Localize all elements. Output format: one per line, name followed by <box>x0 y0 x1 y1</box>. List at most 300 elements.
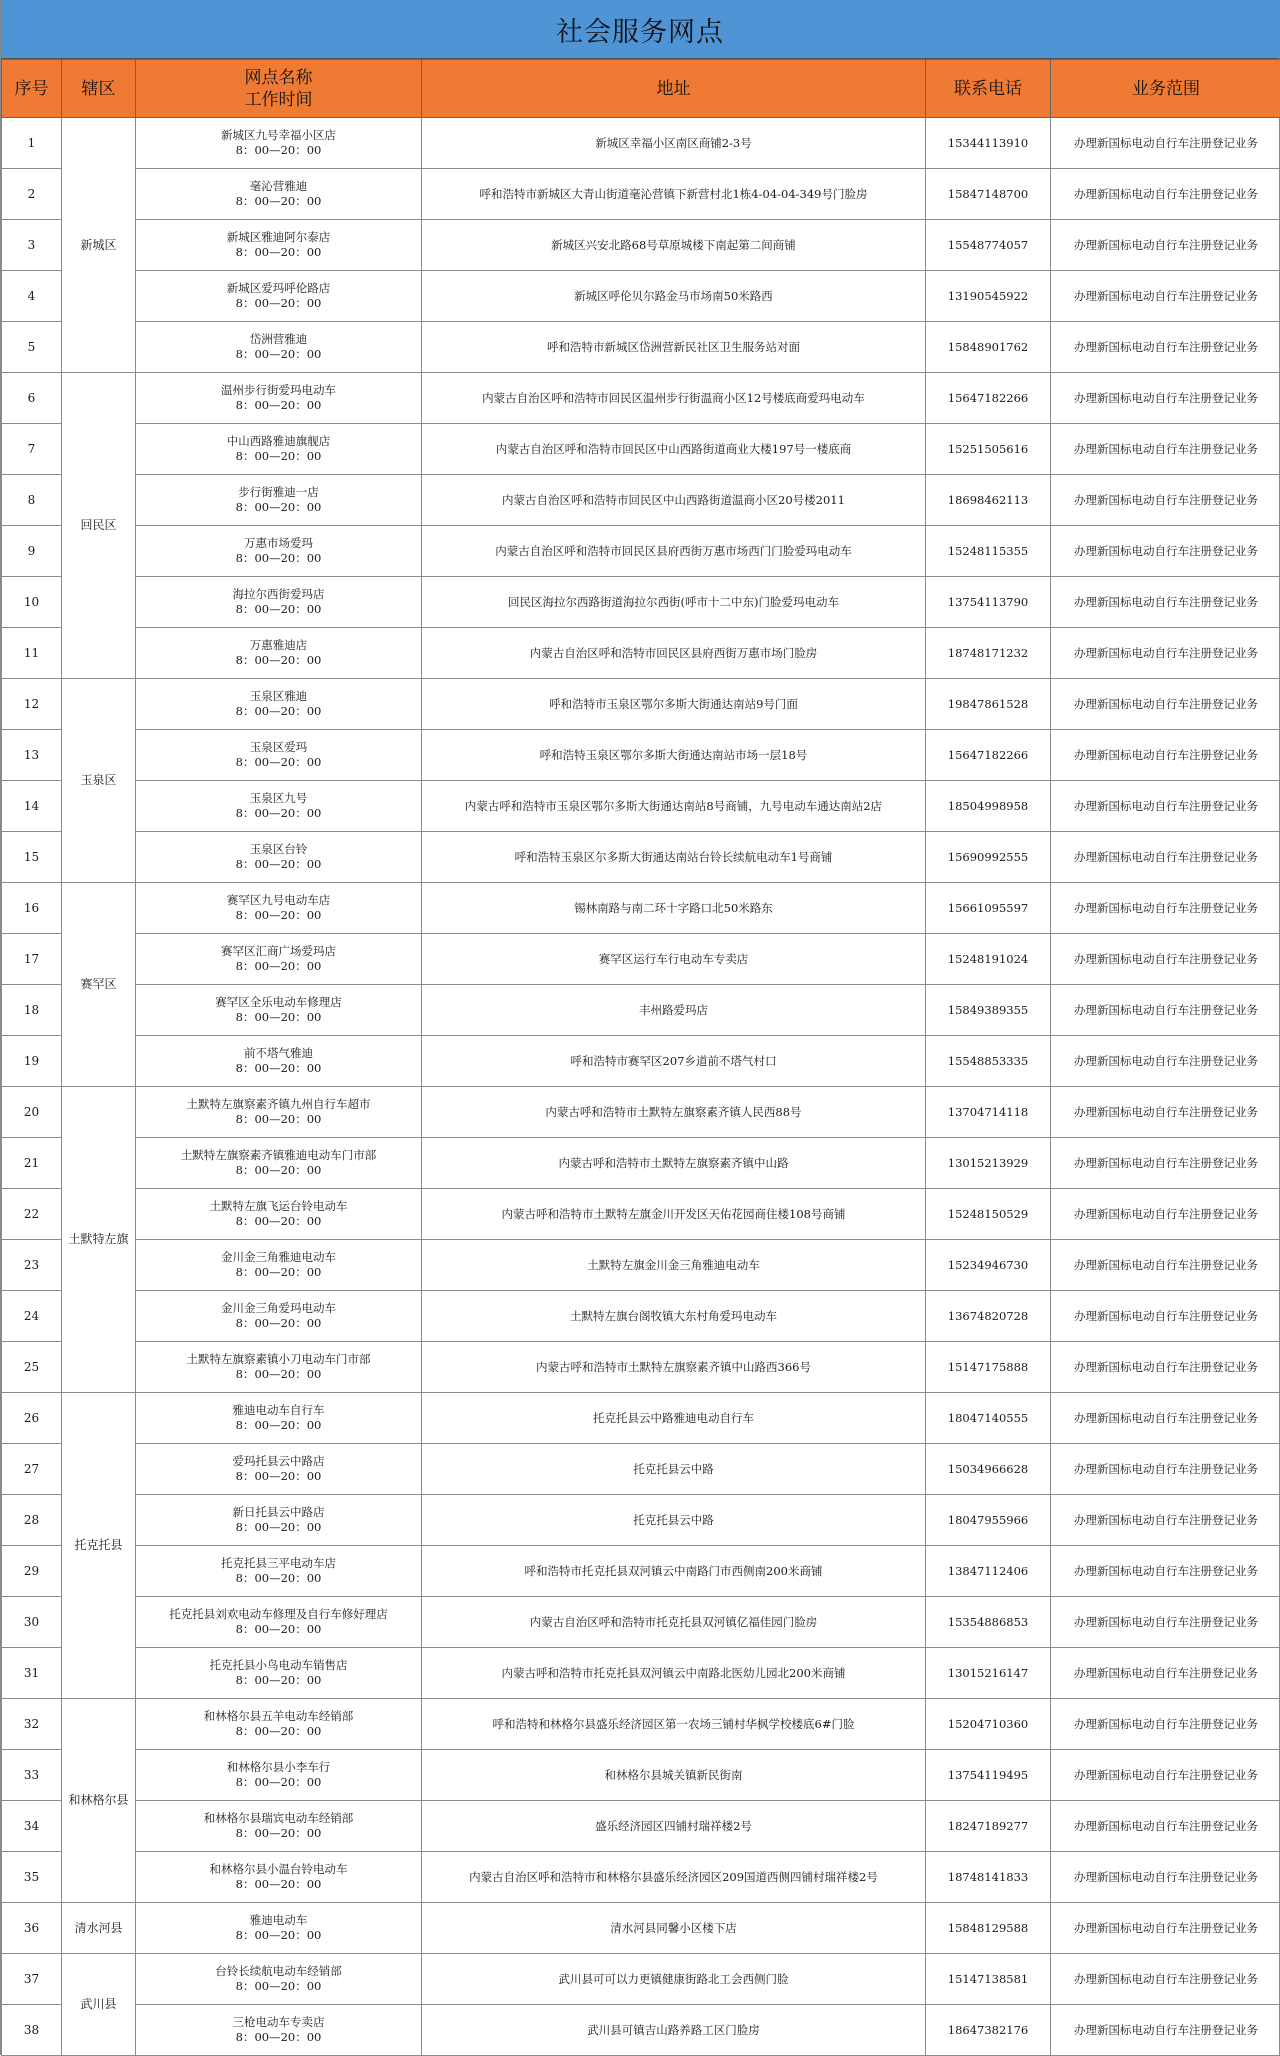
cell-outlet <box>136 883 422 934</box>
table-row <box>2 1444 1280 1495</box>
cell-address: 托克托县云中路 <box>422 1495 926 1546</box>
table-row <box>2 730 1280 781</box>
outlet-hours: 8：00—20：00 <box>136 959 421 974</box>
cell-address: 内蒙古自治区呼和浩特市回民区县府西街万惠市场西门门脸爱玛电动车 <box>422 526 926 577</box>
outlet-hours: 8：00—20：00 <box>136 245 421 260</box>
outlet-hours: 8：00—20：00 <box>136 500 421 515</box>
outlet-hours: 8：00—20：00 <box>136 1928 421 1943</box>
outlet-name: 毫沁营雅迪 <box>136 179 421 194</box>
cell-phone: 15548774057 <box>926 220 1051 271</box>
cell-phone: 15847148700 <box>926 169 1051 220</box>
table-row <box>2 424 1280 475</box>
cell-address: 内蒙古自治区呼和浩特市回民区县府西街万惠市场门脸房 <box>422 628 926 679</box>
outlet-hours: 8：00—20：00 <box>136 1265 421 1280</box>
header-outlet-name <box>136 60 422 118</box>
cell-address: 赛罕区运行车行电动车专卖店 <box>422 934 926 985</box>
cell-seq: 27 <box>2 1444 62 1495</box>
cell-scope: 办理新国标电动自行车注册登记业务 <box>1051 1954 1280 2005</box>
cell-seq: 34 <box>2 1801 62 1852</box>
outlet-hours: 8：00—20：00 <box>136 755 421 770</box>
table-row <box>2 781 1280 832</box>
outlet-name: 和林格尔县小温台铃电动车 <box>136 1862 421 1877</box>
outlet-hours: 8：00—20：00 <box>136 1724 421 1739</box>
cell-seq: 19 <box>2 1036 62 1087</box>
header-district: 辖区 <box>62 60 136 118</box>
cell-outlet <box>136 1189 422 1240</box>
cell-scope: 办理新国标电动自行车注册登记业务 <box>1051 1138 1280 1189</box>
cell-phone: 18748171232 <box>926 628 1051 679</box>
cell-address: 内蒙古自治区呼和浩特市回民区温州步行街温商小区12号楼底商爱玛电动车 <box>422 373 926 424</box>
cell-seq: 24 <box>2 1291 62 1342</box>
cell-seq: 3 <box>2 220 62 271</box>
cell-phone: 15661095597 <box>926 883 1051 934</box>
cell-scope: 办理新国标电动自行车注册登记业务 <box>1051 1240 1280 1291</box>
outlet-name: 新日托县云中路店 <box>136 1505 421 1520</box>
cell-outlet <box>136 1036 422 1087</box>
cell-district: 清水河县 <box>62 1903 136 1954</box>
cell-address: 盛乐经济园区四铺村瑞祥楼2号 <box>422 1801 926 1852</box>
table-row <box>2 1291 1280 1342</box>
cell-seq: 11 <box>2 628 62 679</box>
cell-seq: 13 <box>2 730 62 781</box>
outlet-name: 新城区雅迪阿尔泰店 <box>136 230 421 245</box>
cell-address: 呼和浩特市赛罕区207乡道前不塔气村口 <box>422 1036 926 1087</box>
table-row <box>2 1240 1280 1291</box>
cell-phone: 13190545922 <box>926 271 1051 322</box>
cell-address: 内蒙古呼和浩特市土默特左旗金川开发区天佑花园商住楼108号商铺 <box>422 1189 926 1240</box>
cell-address: 呼和浩特市新城区大青山街道毫沁营镇下新营村北1栋4-04-04-349号门脸房 <box>422 169 926 220</box>
cell-address: 和林格尔县城关镇新民街南 <box>422 1750 926 1801</box>
outlet-hours: 8：00—20：00 <box>136 347 421 362</box>
cell-scope: 办理新国标电动自行车注册登记业务 <box>1051 169 1280 220</box>
table-row <box>2 934 1280 985</box>
cell-address: 内蒙古呼和浩特市托克托县双河镇云中南路北医幼儿园北200米商铺 <box>422 1648 926 1699</box>
cell-phone: 15848129588 <box>926 1903 1051 1954</box>
header-outlet-name-line1: 网点名称 <box>136 67 421 89</box>
cell-seq: 20 <box>2 1087 62 1138</box>
cell-district: 赛罕区 <box>62 883 136 1087</box>
header-outlet-name-line2: 工作时间 <box>136 89 421 111</box>
table-row <box>2 271 1280 322</box>
cell-scope: 办理新国标电动自行车注册登记业务 <box>1051 1393 1280 1444</box>
table-row <box>2 1036 1280 1087</box>
outlet-hours: 8：00—20：00 <box>136 1775 421 1790</box>
table-row <box>2 526 1280 577</box>
outlet-hours: 8：00—20：00 <box>136 1418 421 1433</box>
cell-scope: 办理新国标电动自行车注册登记业务 <box>1051 628 1280 679</box>
outlet-name: 步行街雅迪一店 <box>136 485 421 500</box>
cell-outlet <box>136 1138 422 1189</box>
cell-address: 土默特左旗金川金三角雅迪电动车 <box>422 1240 926 1291</box>
cell-outlet <box>136 322 422 373</box>
outlet-hours: 8：00—20：00 <box>136 1520 421 1535</box>
cell-address: 托克托县云中路 <box>422 1444 926 1495</box>
outlet-name: 和林格尔县小李车行 <box>136 1760 421 1775</box>
outlet-name: 托克托县小鸟电动车销售店 <box>136 1658 421 1673</box>
table-row <box>2 1852 1280 1903</box>
outlet-hours: 8：00—20：00 <box>136 602 421 617</box>
cell-scope: 办理新国标电动自行车注册登记业务 <box>1051 1342 1280 1393</box>
outlet-name: 万惠市场爱玛 <box>136 536 421 551</box>
cell-seq: 28 <box>2 1495 62 1546</box>
cell-phone: 13704714118 <box>926 1087 1051 1138</box>
table-header <box>2 60 1280 118</box>
cell-phone: 15248115355 <box>926 526 1051 577</box>
cell-scope: 办理新国标电动自行车注册登记业务 <box>1051 1648 1280 1699</box>
outlet-hours: 8：00—20：00 <box>136 1826 421 1841</box>
table-row <box>2 1750 1280 1801</box>
cell-scope: 办理新国标电动自行车注册登记业务 <box>1051 985 1280 1036</box>
cell-scope: 办理新国标电动自行车注册登记业务 <box>1051 322 1280 373</box>
outlet-name: 温州步行街爱玛电动车 <box>136 383 421 398</box>
outlet-hours: 8：00—20：00 <box>136 1367 421 1382</box>
cell-seq: 22 <box>2 1189 62 1240</box>
cell-seq: 33 <box>2 1750 62 1801</box>
cell-phone: 15344113910 <box>926 118 1051 169</box>
cell-scope: 办理新国标电动自行车注册登记业务 <box>1051 1189 1280 1240</box>
cell-scope: 办理新国标电动自行车注册登记业务 <box>1051 526 1280 577</box>
cell-seq: 2 <box>2 169 62 220</box>
cell-seq: 8 <box>2 475 62 526</box>
cell-district: 和林格尔县 <box>62 1699 136 1903</box>
cell-scope: 办理新国标电动自行车注册登记业务 <box>1051 883 1280 934</box>
cell-address: 内蒙古呼和浩特市玉泉区鄂尔多斯大街通达南站8号商铺，九号电动车通达南站2店 <box>422 781 926 832</box>
outlet-hours: 8：00—20：00 <box>136 1316 421 1331</box>
cell-phone: 15647182266 <box>926 730 1051 781</box>
cell-seq: 36 <box>2 1903 62 1954</box>
table-row <box>2 628 1280 679</box>
cell-address: 新城区呼伦贝尔路金马市场南50米路西 <box>422 271 926 322</box>
cell-address: 内蒙古自治区呼和浩特市托克托县双河镇亿福佳园门脸房 <box>422 1597 926 1648</box>
cell-seq: 35 <box>2 1852 62 1903</box>
outlet-name: 赛罕区汇商广场爱玛店 <box>136 944 421 959</box>
cell-outlet <box>136 2005 422 2056</box>
outlet-hours: 8：00—20：00 <box>136 1112 421 1127</box>
cell-address: 丰州路爱玛店 <box>422 985 926 1036</box>
table-row <box>2 1495 1280 1546</box>
outlet-hours: 8：00—20：00 <box>136 1061 421 1076</box>
table-row <box>2 1546 1280 1597</box>
outlet-name: 和林格尔县五羊电动车经销部 <box>136 1709 421 1724</box>
cell-address: 武川县可镇吉山路养路工区门脸房 <box>422 2005 926 2056</box>
cell-outlet <box>136 169 422 220</box>
cell-outlet <box>136 1801 422 1852</box>
cell-phone: 15234946730 <box>926 1240 1051 1291</box>
outlet-hours: 8：00—20：00 <box>136 908 421 923</box>
outlet-hours: 8：00—20：00 <box>136 1877 421 1892</box>
outlet-hours: 8：00—20：00 <box>136 194 421 209</box>
outlet-name: 金川金三角雅迪电动车 <box>136 1250 421 1265</box>
cell-address: 回民区海拉尔西路街道海拉尔西街(呼市十二中东)门脸爱玛电动车 <box>422 577 926 628</box>
table-row <box>2 1393 1280 1444</box>
cell-phone: 15147138581 <box>926 1954 1051 2005</box>
cell-seq: 38 <box>2 2005 62 2056</box>
cell-phone: 15354886853 <box>926 1597 1051 1648</box>
cell-phone: 13015213929 <box>926 1138 1051 1189</box>
cell-outlet <box>136 373 422 424</box>
cell-seq: 7 <box>2 424 62 475</box>
cell-address: 新城区兴安北路68号草原城楼下南起第二间商铺 <box>422 220 926 271</box>
cell-address: 内蒙古呼和浩特市土默特左旗察素齐镇中山路西366号 <box>422 1342 926 1393</box>
outlet-hours: 8：00—20：00 <box>136 704 421 719</box>
cell-outlet <box>136 220 422 271</box>
outlet-hours: 8：00—20：00 <box>136 653 421 668</box>
cell-scope: 办理新国标电动自行车注册登记业务 <box>1051 373 1280 424</box>
outlet-name: 赛罕区全乐电动车修理店 <box>136 995 421 1010</box>
table-row <box>2 1189 1280 1240</box>
cell-phone: 15690992555 <box>926 832 1051 883</box>
cell-address: 内蒙古呼和浩特市土默特左旗察素齐镇中山路 <box>422 1138 926 1189</box>
cell-scope: 办理新国标电动自行车注册登记业务 <box>1051 1291 1280 1342</box>
cell-scope: 办理新国标电动自行车注册登记业务 <box>1051 2005 1280 2056</box>
outlet-hours: 8：00—20：00 <box>136 806 421 821</box>
table-row <box>2 169 1280 220</box>
cell-outlet <box>136 1342 422 1393</box>
cell-phone: 15248191024 <box>926 934 1051 985</box>
outlet-hours: 8：00—20：00 <box>136 143 421 158</box>
cell-address: 呼和浩特玉泉区鄂尔多斯大街通达南站市场一层18号 <box>422 730 926 781</box>
cell-seq: 16 <box>2 883 62 934</box>
cell-phone: 13754113790 <box>926 577 1051 628</box>
cell-outlet <box>136 1699 422 1750</box>
cell-district: 土默特左旗 <box>62 1087 136 1393</box>
outlet-name: 托克托县三平电动车店 <box>136 1556 421 1571</box>
cell-address: 呼和浩特市托克托县双河镇云中南路门市西侧南200米商铺 <box>422 1546 926 1597</box>
cell-scope: 办理新国标电动自行车注册登记业务 <box>1051 1036 1280 1087</box>
cell-scope: 办理新国标电动自行车注册登记业务 <box>1051 781 1280 832</box>
cell-outlet <box>136 1393 422 1444</box>
table-row <box>2 1801 1280 1852</box>
cell-phone: 18748141833 <box>926 1852 1051 1903</box>
outlet-name: 万惠雅迪店 <box>136 638 421 653</box>
cell-phone: 15147175888 <box>926 1342 1051 1393</box>
outlet-name: 玉泉区雅迪 <box>136 689 421 704</box>
header-seq: 序号 <box>2 60 62 118</box>
table-row <box>2 373 1280 424</box>
cell-seq: 23 <box>2 1240 62 1291</box>
outlet-name: 金川金三角爱玛电动车 <box>136 1301 421 1316</box>
outlet-name: 玉泉区九号 <box>136 791 421 806</box>
cell-seq: 26 <box>2 1393 62 1444</box>
cell-scope: 办理新国标电动自行车注册登记业务 <box>1051 1546 1280 1597</box>
outlet-hours: 8：00—20：00 <box>136 1469 421 1484</box>
outlet-hours: 8：00—20：00 <box>136 551 421 566</box>
outlet-name: 中山西路雅迪旗舰店 <box>136 434 421 449</box>
cell-outlet <box>136 1546 422 1597</box>
cell-seq: 10 <box>2 577 62 628</box>
table-row <box>2 322 1280 373</box>
cell-phone: 13674820728 <box>926 1291 1051 1342</box>
outlet-hours: 8：00—20：00 <box>136 398 421 413</box>
cell-seq: 12 <box>2 679 62 730</box>
cell-scope: 办理新国标电动自行车注册登记业务 <box>1051 475 1280 526</box>
cell-scope: 办理新国标电动自行车注册登记业务 <box>1051 1597 1280 1648</box>
table-row <box>2 577 1280 628</box>
outlet-name: 台铃长续航电动车经销部 <box>136 1964 421 1979</box>
outlet-name: 玉泉区台铃 <box>136 842 421 857</box>
outlet-hours: 8：00—20：00 <box>136 1163 421 1178</box>
cell-outlet <box>136 1444 422 1495</box>
cell-outlet <box>136 1291 422 1342</box>
cell-phone: 15204710360 <box>926 1699 1051 1750</box>
cell-seq: 32 <box>2 1699 62 1750</box>
page-title: 社会服务网点 <box>1 0 1279 59</box>
outlet-name: 新城区九号幸福小区店 <box>136 128 421 143</box>
cell-outlet <box>136 1648 422 1699</box>
cell-address: 托克托县云中路雅迪电动自行车 <box>422 1393 926 1444</box>
table-row <box>2 1138 1280 1189</box>
cell-outlet <box>136 577 422 628</box>
cell-scope: 办理新国标电动自行车注册登记业务 <box>1051 424 1280 475</box>
cell-outlet <box>136 475 422 526</box>
outlet-hours: 8：00—20：00 <box>136 1979 421 1994</box>
outlets-table <box>1 59 1280 2056</box>
cell-phone: 15647182266 <box>926 373 1051 424</box>
outlet-name: 新城区爱玛呼伦路店 <box>136 281 421 296</box>
cell-phone: 18698462113 <box>926 475 1051 526</box>
cell-scope: 办理新国标电动自行车注册登记业务 <box>1051 934 1280 985</box>
cell-outlet <box>136 1903 422 1954</box>
outlet-name: 玉泉区爱玛 <box>136 740 421 755</box>
outlet-name: 土默特左旗飞运台铃电动车 <box>136 1199 421 1214</box>
cell-seq: 31 <box>2 1648 62 1699</box>
cell-phone: 15034966628 <box>926 1444 1051 1495</box>
cell-outlet <box>136 730 422 781</box>
header-scope: 业务范围 <box>1051 60 1280 118</box>
outlet-name: 爱玛托县云中路店 <box>136 1454 421 1469</box>
outlet-hours: 8：00—20：00 <box>136 296 421 311</box>
cell-phone: 13015216147 <box>926 1648 1051 1699</box>
table-row <box>2 475 1280 526</box>
table-body <box>2 118 1280 2056</box>
cell-address: 土默特左旗台阁牧镇大东村角爱玛电动车 <box>422 1291 926 1342</box>
outlet-name: 托克托县刘欢电动车修理及自行车修好理店 <box>136 1607 421 1622</box>
header-address: 地址 <box>422 60 926 118</box>
cell-scope: 办理新国标电动自行车注册登记业务 <box>1051 679 1280 730</box>
outlet-hours: 8：00—20：00 <box>136 449 421 464</box>
cell-outlet <box>136 1240 422 1291</box>
cell-scope: 办理新国标电动自行车注册登记业务 <box>1051 1495 1280 1546</box>
cell-address: 内蒙古自治区呼和浩特市回民区中山西路街道商业大楼197号一楼底商 <box>422 424 926 475</box>
table-row <box>2 1648 1280 1699</box>
table-row <box>2 1699 1280 1750</box>
cell-phone: 15248150529 <box>926 1189 1051 1240</box>
cell-outlet <box>136 1750 422 1801</box>
cell-scope: 办理新国标电动自行车注册登记业务 <box>1051 1852 1280 1903</box>
cell-seq: 4 <box>2 271 62 322</box>
cell-seq: 9 <box>2 526 62 577</box>
outlet-name: 赛罕区九号电动车店 <box>136 893 421 908</box>
cell-seq: 15 <box>2 832 62 883</box>
outlet-name: 海拉尔西街爱玛店 <box>136 587 421 602</box>
table-row <box>2 1954 1280 2005</box>
table-row <box>2 220 1280 271</box>
cell-seq: 17 <box>2 934 62 985</box>
cell-address: 呼和浩特和林格尔县盛乐经济园区第一农场三铺村华枫学校楼底6#门脸 <box>422 1699 926 1750</box>
cell-outlet <box>136 1495 422 1546</box>
outlet-hours: 8：00—20：00 <box>136 2030 421 2045</box>
table-row <box>2 1903 1280 1954</box>
cell-scope: 办理新国标电动自行车注册登记业务 <box>1051 730 1280 781</box>
cell-phone: 18047955966 <box>926 1495 1051 1546</box>
cell-phone: 15548853335 <box>926 1036 1051 1087</box>
cell-address: 内蒙古自治区呼和浩特市回民区中山西路街道温商小区20号楼2011 <box>422 475 926 526</box>
cell-district: 托克托县 <box>62 1393 136 1699</box>
cell-phone: 18047140555 <box>926 1393 1051 1444</box>
cell-outlet <box>136 679 422 730</box>
cell-district: 玉泉区 <box>62 679 136 883</box>
cell-phone: 18247189277 <box>926 1801 1051 1852</box>
cell-scope: 办理新国标电动自行车注册登记业务 <box>1051 1903 1280 1954</box>
outlet-name: 雅迪电动车自行车 <box>136 1403 421 1418</box>
cell-outlet <box>136 271 422 322</box>
table-row <box>2 118 1280 169</box>
cell-seq: 14 <box>2 781 62 832</box>
cell-seq: 30 <box>2 1597 62 1648</box>
cell-outlet <box>136 832 422 883</box>
cell-scope: 办理新国标电动自行车注册登记业务 <box>1051 1801 1280 1852</box>
cell-outlet <box>136 118 422 169</box>
outlet-name: 三枪电动车专卖店 <box>136 2015 421 2030</box>
cell-address: 清水河县同馨小区楼下店 <box>422 1903 926 1954</box>
table-row <box>2 1087 1280 1138</box>
cell-address: 呼和浩特市新城区岱洲营新民社区卫生服务站对面 <box>422 322 926 373</box>
cell-scope: 办理新国标电动自行车注册登记业务 <box>1051 1750 1280 1801</box>
cell-phone: 13754119495 <box>926 1750 1051 1801</box>
outlet-name: 土默特左旗察素镇小刀电动车门市部 <box>136 1352 421 1367</box>
table-row <box>2 883 1280 934</box>
cell-scope: 办理新国标电动自行车注册登记业务 <box>1051 832 1280 883</box>
cell-outlet <box>136 1852 422 1903</box>
cell-address: 锡林南路与南二环十字路口北50米路东 <box>422 883 926 934</box>
cell-address: 呼和浩特玉泉区尔多斯大街通达南站台铃长续航电动车1号商铺 <box>422 832 926 883</box>
cell-address: 内蒙古自治区呼和浩特市和林格尔县盛乐经济园区209国道西侧四铺村瑞祥楼2号 <box>422 1852 926 1903</box>
cell-phone: 19847861528 <box>926 679 1051 730</box>
cell-phone: 13847112406 <box>926 1546 1051 1597</box>
outlet-hours: 8：00—20：00 <box>136 1673 421 1688</box>
cell-outlet <box>136 934 422 985</box>
cell-address: 内蒙古呼和浩特市土默特左旗察素齐镇人民西88号 <box>422 1087 926 1138</box>
outlet-name: 和林格尔县瑞宾电动车经销部 <box>136 1811 421 1826</box>
cell-scope: 办理新国标电动自行车注册登记业务 <box>1051 118 1280 169</box>
cell-district: 武川县 <box>62 1954 136 2056</box>
cell-scope: 办理新国标电动自行车注册登记业务 <box>1051 577 1280 628</box>
cell-outlet <box>136 781 422 832</box>
cell-outlet <box>136 628 422 679</box>
cell-seq: 1 <box>2 118 62 169</box>
cell-outlet <box>136 1087 422 1138</box>
cell-outlet <box>136 1597 422 1648</box>
cell-district: 新城区 <box>62 118 136 373</box>
cell-district: 回民区 <box>62 373 136 679</box>
outlet-hours: 8：00—20：00 <box>136 1571 421 1586</box>
cell-scope: 办理新国标电动自行车注册登记业务 <box>1051 1444 1280 1495</box>
cell-phone: 18504998958 <box>926 781 1051 832</box>
cell-phone: 15251505616 <box>926 424 1051 475</box>
cell-phone: 15849389355 <box>926 985 1051 1036</box>
outlet-name: 前不塔气雅迪 <box>136 1046 421 1061</box>
cell-outlet <box>136 424 422 475</box>
table-row <box>2 1597 1280 1648</box>
outlet-hours: 8：00—20：00 <box>136 1010 421 1025</box>
cell-seq: 5 <box>2 322 62 373</box>
cell-address: 武川县可可以力更镇健康街路北工会西侧门脸 <box>422 1954 926 2005</box>
cell-scope: 办理新国标电动自行车注册登记业务 <box>1051 271 1280 322</box>
cell-phone: 15848901762 <box>926 322 1051 373</box>
cell-outlet <box>136 985 422 1036</box>
outlet-hours: 8：00—20：00 <box>136 1214 421 1229</box>
outlet-name: 雅迪电动车 <box>136 1913 421 1928</box>
